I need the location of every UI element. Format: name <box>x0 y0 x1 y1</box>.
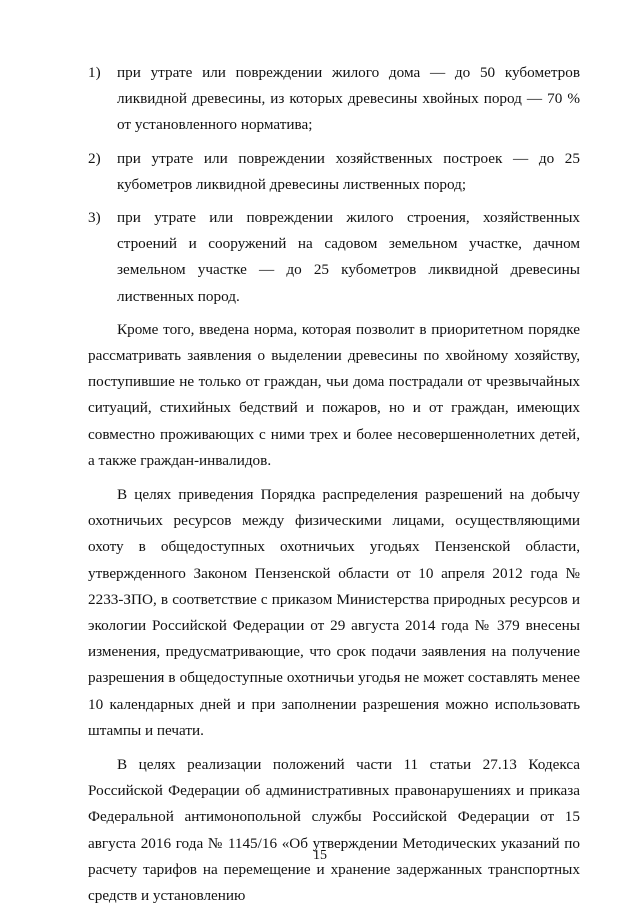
list-item-number: 1) <box>88 64 101 81</box>
list-item-text: при утрате или повреждении хозяйственных построек — до 25 кубометров ликвидной древесины лиственных пород; <box>117 149 580 193</box>
list-item-1 <box>88 60 580 139</box>
page-number: 15 <box>313 848 327 863</box>
page-content <box>88 60 580 917</box>
paragraph-hunting-permits: В целях приведения Порядка распределения разрешений на добычу охотничьих ресурсов между физическими лицами, осуществляющими охоту в общедоступных охотничьих угодьях Пензенской области, утвержденного Законом Пензенской области от 10 апреля 2012 года № 2233-ЗПО, в соответствие с приказом Министерства природных ресурсов и экологии Российской Федерации от 29 августа 2014 года № 379 внесены изменения, предусматривающие, что срок подачи заявления на получение разрешения в общедоступные охотничьи угодья не может составлять менее 10 календарных дней и при заполнении разрешения можно использовать штампы и печати. <box>88 486 580 739</box>
list-item-text: при утрате или повреждении жилого строения, хозяйственных строений и сооружений на садовом земельном участке, дачном земельном участке — до 25 кубометров ликвидной древесины лиственных пород. <box>117 209 580 305</box>
list-item-text: при утрате или повреждении жилого дома — до 50 кубометров ликвидной древесины, из которых древесины хвойных пород — 70 % от установленного норматива; <box>117 64 580 134</box>
list-item-2 <box>88 146 580 198</box>
list-item-3 <box>88 205 580 310</box>
paragraph-priority-norm: Кроме того, введена норма, которая позволит в приоритетном порядке рассматривать заявления о выделении древесины по хвойному хозяйству, поступившие не только от граждан, чьи дома пострадали от чрезвычайных ситуаций, стихийных бедствий и пожаров, но и от граждан, имеющих совместно проживающих с ними трех и более несовершеннолетних детей, а также граждан-инвалидов. <box>88 320 580 469</box>
paragraph-tariffs: В целях реализации положений части 11 статьи 27.13 Кодекса Российской Федерации об административных правонарушениях и приказа Федеральной антимонопольной службы Российской Федерации от 15 августа 2016 года № 1145/16 «Об утверждении Методических указаний по расчету тарифов на перемещение и хранение задержанных транспортных средств и установлению <box>88 756 580 905</box>
list-item-number: 2) <box>88 149 101 167</box>
list-item-number: 3) <box>88 209 101 227</box>
